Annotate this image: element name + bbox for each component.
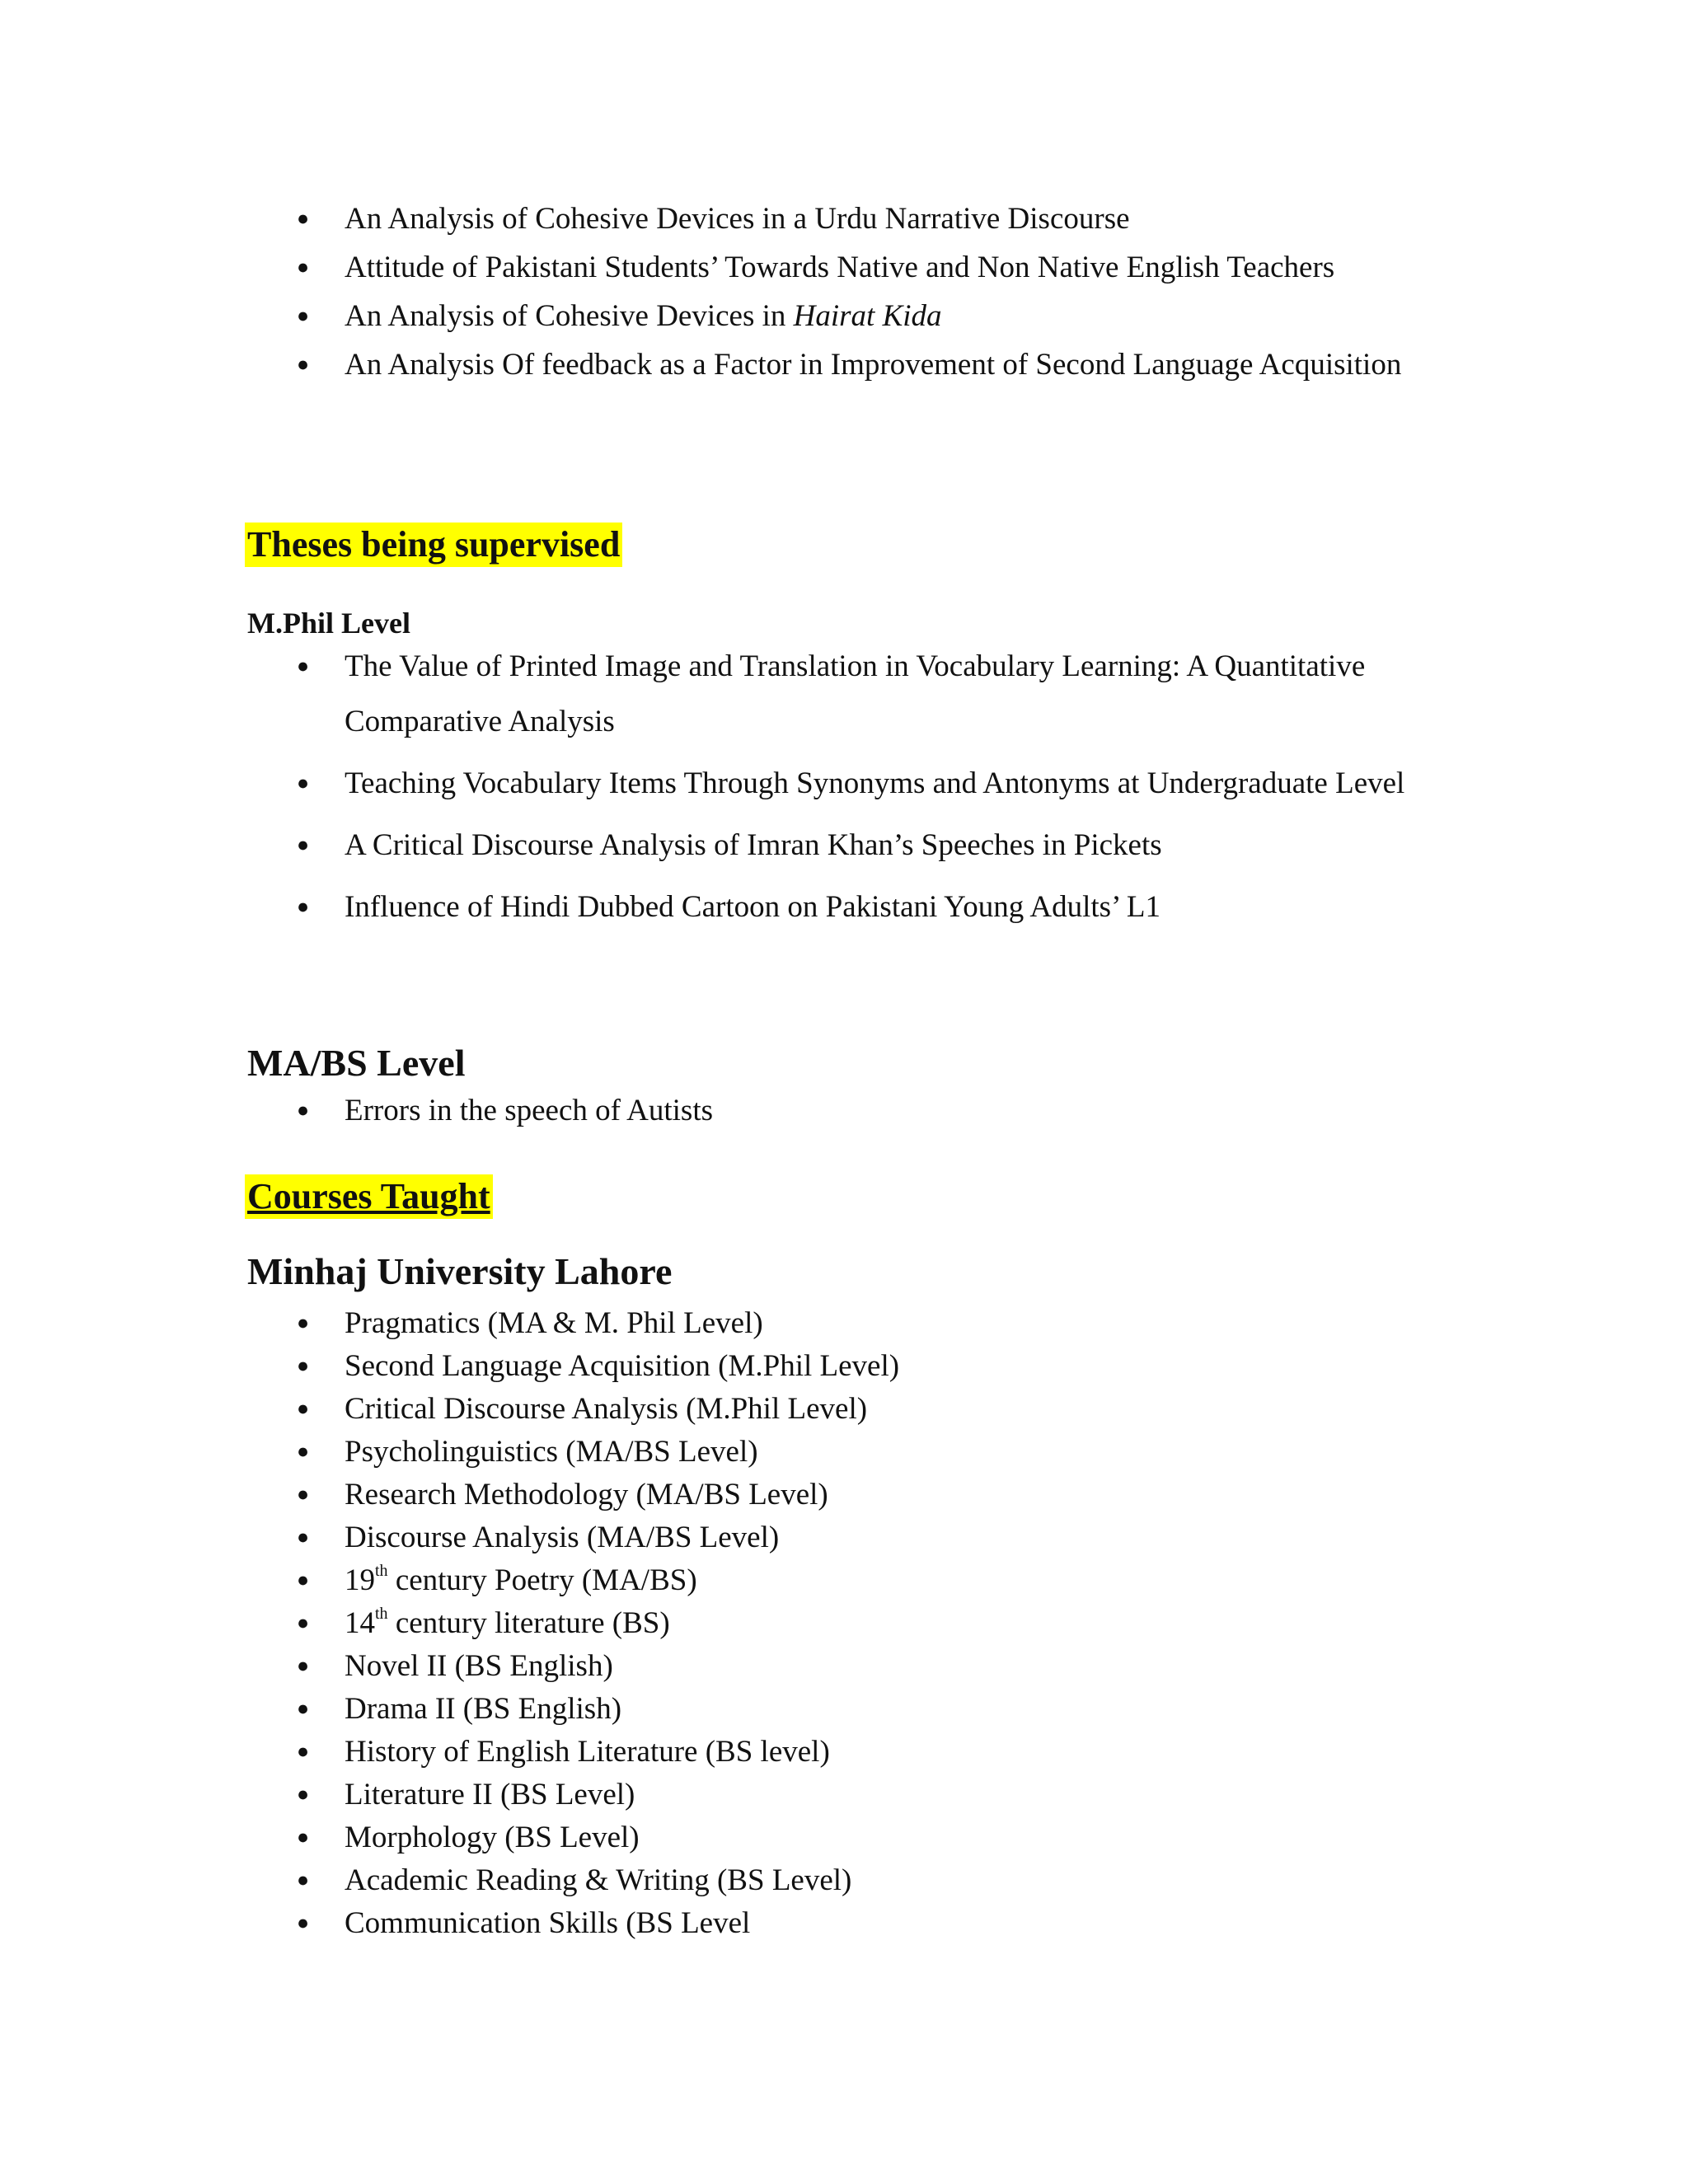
courses-list xyxy=(247,1302,1428,1945)
list-item: ● Errors in the speech of Autists xyxy=(247,1090,1428,1132)
list-item: ● Pragmatics (MA & M. Phil Level) xyxy=(247,1302,1428,1345)
list-item: ● Discourse Analysis (MA/BS Level) xyxy=(247,1516,1428,1559)
list-item: ● An Analysis Of feedback as a Factor in Improvement of Second Language Acquisition xyxy=(247,344,1428,387)
section-heading-courses: Courses Taught xyxy=(245,1174,493,1219)
mphil-theses-list xyxy=(247,639,1428,941)
subheading-mphil: M.Phil Level xyxy=(247,607,410,640)
list-item: ● Academic Reading & Writing (BS Level) xyxy=(247,1859,1428,1902)
list-item: ● Critical Discourse Analysis (M.Phil Level) xyxy=(247,1388,1428,1431)
list-item: ● An Analysis of Cohesive Devices in Hairat Kida xyxy=(247,295,1428,338)
italic-title: Hairat Kida xyxy=(793,299,942,333)
subheading-ma-bs: MA/BS Level xyxy=(247,1042,466,1084)
list-item: ● 14th century literature (BS) xyxy=(247,1602,1428,1645)
list-item: ● Teaching Vocabulary Items Through Synonyms and Antonyms at Undergraduate Level xyxy=(247,756,1428,811)
list-item: ● Novel II (BS English) xyxy=(247,1645,1428,1688)
list-item: ● A Critical Discourse Analysis of Imran Khan’s Speeches in Pickets xyxy=(247,818,1428,873)
completed-theses-list xyxy=(247,198,1428,392)
subheading-minhaj-university: Minhaj University Lahore xyxy=(247,1250,673,1292)
list-item: ● Drama II (BS English) xyxy=(247,1688,1428,1731)
list-item: ● Influence of Hindi Dubbed Cartoon on Pakistani Young Adults’ L1 xyxy=(247,879,1428,935)
list-item: ● Communication Skills (BS Level xyxy=(247,1902,1428,1945)
list-item: ● The Value of Printed Image and Translation in Vocabulary Learning: A Quantitative Comparative Analysis xyxy=(247,639,1428,749)
list-item: ● Research Methodology (MA/BS Level) xyxy=(247,1474,1428,1516)
section-heading-theses: Theses being supervised xyxy=(245,523,622,567)
list-item: ● Literature II (BS Level) xyxy=(247,1774,1428,1816)
list-item: ● Psycholinguistics (MA/BS Level) xyxy=(247,1431,1428,1474)
list-item: ● Morphology (BS Level) xyxy=(247,1816,1428,1859)
list-item: ● An Analysis of Cohesive Devices in a Urdu Narrative Discourse xyxy=(247,198,1428,241)
list-item: ● Attitude of Pakistani Students’ Towards Native and Non Native English Teachers xyxy=(247,246,1428,289)
ma-bs-theses-list xyxy=(247,1090,1428,1132)
list-item: ● 19th century Poetry (MA/BS) xyxy=(247,1559,1428,1602)
list-item: ● Second Language Acquisition (M.Phil Level) xyxy=(247,1345,1428,1388)
list-item: ● History of English Literature (BS level) xyxy=(247,1731,1428,1774)
